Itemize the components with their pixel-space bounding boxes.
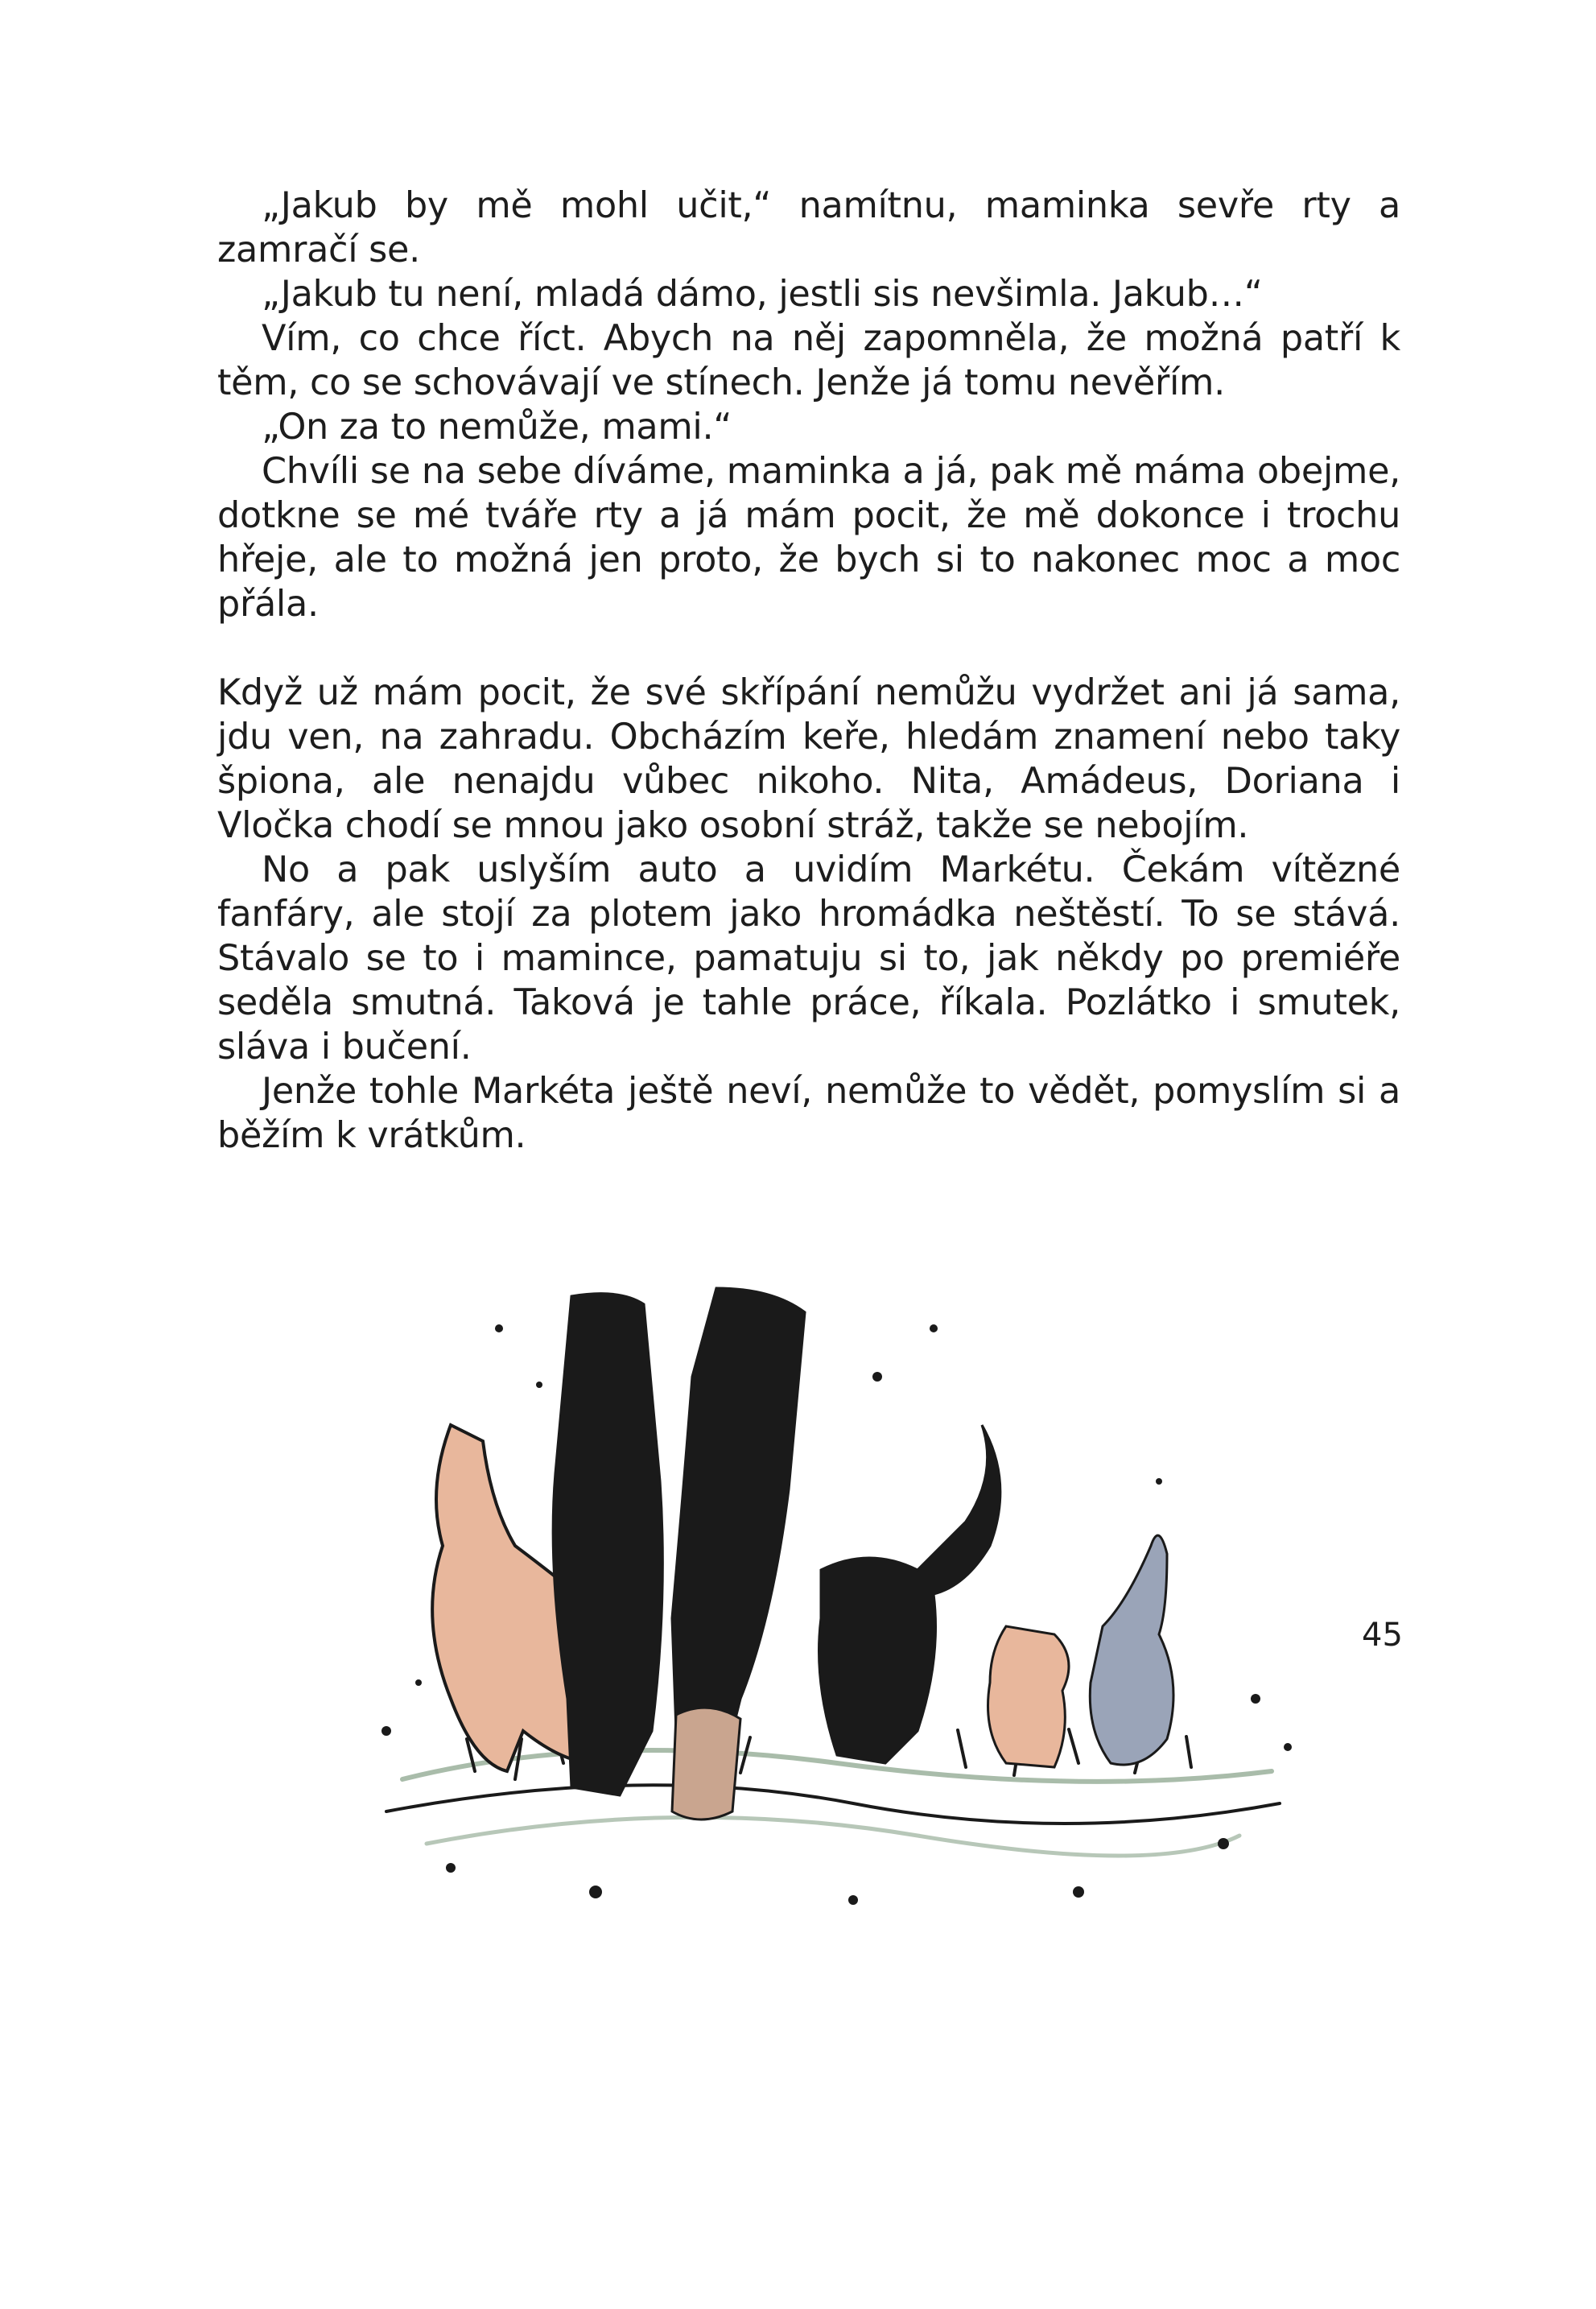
legs-in-dark-trousers <box>553 1288 805 1820</box>
paragraph-1: „Jakub by mě mohl učit,“ namítnu, maminka sevře rty a zamračí se. <box>217 185 1400 271</box>
small-ginger-cat <box>988 1626 1070 1767</box>
page-number: 45 <box>1362 1617 1403 1654</box>
paragraph-4: „On za to nemůže, mami.“ <box>262 407 732 448</box>
paragraph-5: Chvíli se na sebe díváme, maminka a já, pak mě máma obejme, dotkne se mé tváře rty a já mám pocit, že mě dokonce i trochu hřeje, ale to možná jen proto, že bych si to nakonec moc a moc přála. <box>217 451 1400 625</box>
black-cat <box>819 1425 1000 1763</box>
paragraph-6: Když už mám pocit, že své skřípání nemůžu vydržet ani já sama, jdu ven, na zahradu. Obcházím keře, hledám znamení nebo taky špiona, ale nenajdu vůbec nikoho. Nita, Amádeus, Doriana i Vločka chodí se mnou jako osobní stráž, takže se nebojím. <box>217 672 1400 846</box>
grey-cat <box>1090 1535 1173 1765</box>
ink-sketch-legs-and-cats-icon <box>354 1280 1320 1940</box>
paragraph-8: Jenže tohle Markéta ještě neví, nemůže to vědět, pomyslím si a běžím k vrátkům. <box>217 1071 1400 1156</box>
page-text <box>217 184 1400 1158</box>
paragraph-3: Vím, co chce říct. Abych na něj zapomněla, že možná patří k těm, co se schovávají ve stínech. Jenže já tomu nevěřím. <box>217 318 1400 403</box>
paragraph-7: No a pak uslyším auto a uvidím Markétu. Čekám vítězné fanfáry, ale stojí za plotem jako hromádka neštěstí. To se stává. Stávalo se to i mamince, pamatuju si to, jak někdy po premiéře seděla smutná. Taková je tahle práce, říkala. Pozlátko i smutek, sláva i bučení. <box>217 849 1400 1068</box>
paragraph-2: „Jakub tu není, mladá dámo, jestli sis nevšimla. Jakub…“ <box>262 274 1263 315</box>
